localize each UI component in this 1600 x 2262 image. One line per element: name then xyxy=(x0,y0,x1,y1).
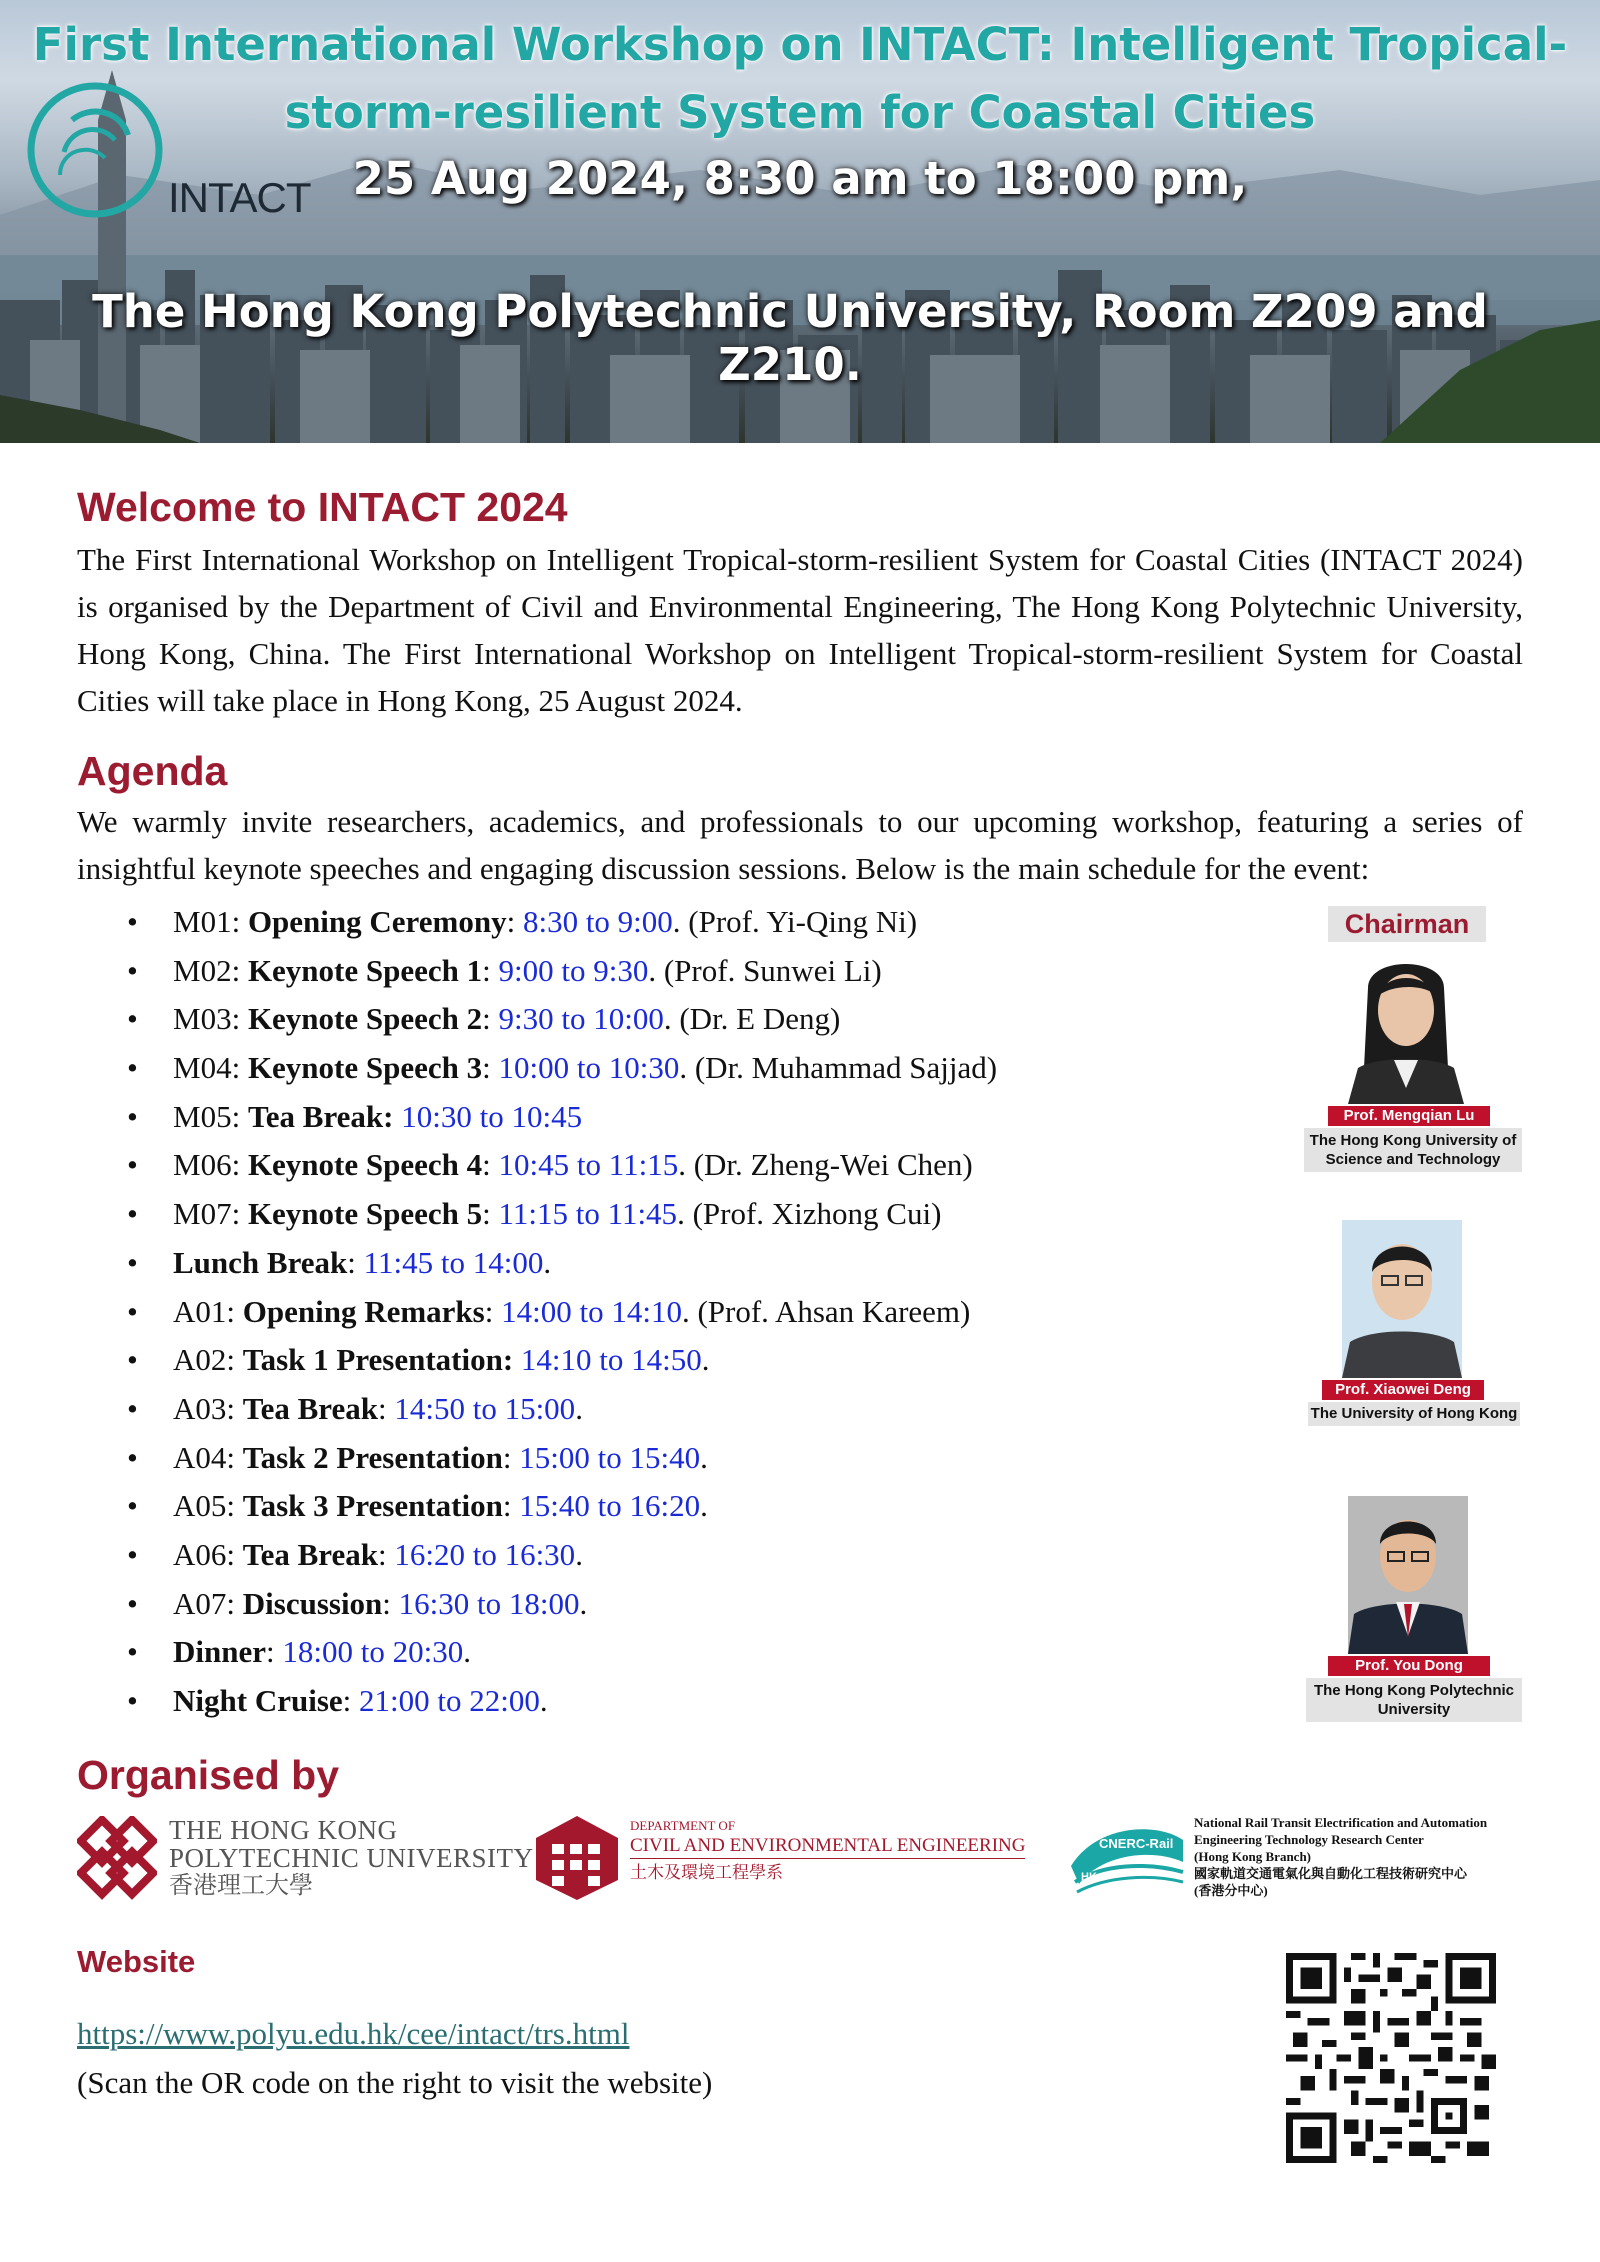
agenda-separator: : xyxy=(266,1634,283,1670)
agenda-item xyxy=(77,1434,1523,1483)
agenda-title: Keynote Speech 3 xyxy=(247,1050,483,1086)
agenda-time: 9:00 to 9:30 xyxy=(498,952,649,988)
agenda-title: Keynote Speech 5 xyxy=(247,1196,483,1232)
agenda-separator: : xyxy=(482,1147,499,1183)
agenda-separator: : xyxy=(502,1488,520,1524)
cnerc-name-chinese-2: (香港分中心) xyxy=(1194,1883,1268,1898)
agenda-title: Tea Break: xyxy=(247,1098,394,1134)
agenda-time: 11:15 to 11:45 xyxy=(498,1196,678,1232)
agenda-code: A03: xyxy=(173,1390,243,1426)
agenda-code: M01: xyxy=(173,904,248,939)
affiliation-line-2: Science and Technology xyxy=(1325,1151,1501,1168)
agenda-title: Night Cruise xyxy=(173,1683,343,1718)
cee-logo-icon xyxy=(534,1814,620,1902)
agenda-list xyxy=(77,898,1523,1726)
agenda-detail: . (Dr. Muhammad Sajjad) xyxy=(679,1050,998,1086)
agenda-detail: . (Prof. Xizhong Cui) xyxy=(677,1196,942,1232)
agenda-time: 18:00 to 20:30 xyxy=(282,1634,464,1670)
agenda-item xyxy=(77,1385,1523,1434)
website-link[interactable]: https://www.polyu.edu.hk/cee/intact/trs.html xyxy=(77,2016,630,2051)
agenda-title: Task 1 Presentation: xyxy=(242,1342,514,1378)
agenda-title: Keynote Speech 2 xyxy=(247,1001,483,1037)
agenda-code: M02: xyxy=(173,952,248,988)
agenda-separator: : xyxy=(484,1293,502,1329)
affiliation-line-1: The Hong Kong University of xyxy=(1309,1132,1517,1149)
speaker-name: Prof. Xiaowei Deng xyxy=(1322,1380,1484,1400)
agenda-detail: . (Prof. Yi-Qing Ni) xyxy=(672,904,918,939)
main-content xyxy=(77,482,1523,1726)
agenda-separator: : xyxy=(382,1585,399,1621)
speaker-affiliation xyxy=(1308,1402,1520,1426)
speaker-affiliation xyxy=(1304,1128,1522,1172)
agenda-time: 16:20 to 16:30 xyxy=(394,1536,576,1572)
agenda-time: 15:00 to 15:40 xyxy=(519,1439,701,1475)
organised-by-heading: Organised by xyxy=(77,1752,340,1798)
speaker-affiliation xyxy=(1306,1678,1522,1722)
speaker-photo-3 xyxy=(1348,1496,1468,1654)
speaker-name: Prof. Mengqian Lu xyxy=(1328,1106,1490,1126)
agenda-time: 8:30 to 9:00 xyxy=(522,904,673,939)
agenda-code: M07: xyxy=(173,1196,248,1232)
organiser-logos xyxy=(77,1804,1523,1914)
agenda-detail: . (Dr. Zheng-Wei Chen) xyxy=(678,1147,973,1183)
agenda-code: A05: xyxy=(173,1488,243,1524)
cee-name-line-2: CIVIL AND ENVIRONMENTAL ENGINEERING xyxy=(630,1834,1025,1859)
agenda-detail: . xyxy=(701,1342,710,1378)
agenda-item xyxy=(77,1190,1523,1239)
agenda-title: Task 2 Presentation xyxy=(242,1439,503,1475)
agenda-item xyxy=(77,898,1523,947)
agenda-title: Opening Remarks xyxy=(242,1293,485,1329)
speaker-photo-1 xyxy=(1348,948,1464,1104)
agenda-detail: . xyxy=(579,1585,588,1621)
agenda-separator: : xyxy=(482,1001,499,1037)
agenda-separator xyxy=(513,1342,521,1377)
agenda-title: Task 3 Presentation xyxy=(242,1488,503,1524)
polyu-logo-icon xyxy=(77,1816,157,1900)
agenda-item xyxy=(77,947,1523,996)
agenda-item xyxy=(77,1044,1523,1093)
affiliation-line-2: University xyxy=(1377,1701,1451,1718)
agenda-detail: . xyxy=(700,1439,708,1475)
agenda-time: 14:50 to 15:00 xyxy=(394,1390,576,1426)
agenda-time: 9:30 to 10:00 xyxy=(498,1001,664,1037)
agenda-item xyxy=(77,1531,1523,1580)
welcome-heading: Welcome to INTACT 2024 xyxy=(77,484,568,530)
cnerc-rail-logo-icon xyxy=(1067,1820,1187,1898)
agenda-item xyxy=(77,1628,1523,1677)
agenda-detail: . (Prof. Ahsan Kareem) xyxy=(681,1293,971,1329)
welcome-paragraph: The First International Workshop on Intelligent Tropical-storm-resilient System for Coastal Cities (INTACT 2024) is organised by the Department of Civil and Environmental Engineering, The Hong Kong Polytechnic University, Hong Kong, China. The First International Workshop on Intelligent Tropical-storm-resilient System for Coastal Cities will take place in Hong Kong, 25 August 2024. xyxy=(77,542,1523,718)
agenda-detail: . xyxy=(575,1390,583,1426)
chairman-label: Chairman xyxy=(1328,906,1486,942)
agenda-separator: : xyxy=(506,904,523,939)
agenda-item xyxy=(77,1336,1523,1385)
agenda-detail: . xyxy=(575,1536,583,1572)
agenda-item xyxy=(77,995,1523,1044)
cnerc-name-line-3: (Hong Kong Branch) xyxy=(1194,1849,1312,1864)
agenda-code: A01: xyxy=(173,1293,243,1329)
agenda-title: Dinner xyxy=(173,1634,266,1670)
agenda-separator: : xyxy=(342,1683,360,1718)
agenda-detail: . (Prof. Sunwei Li) xyxy=(648,952,882,988)
banner-title-line-2: storm-resilient System for Coastal Cities xyxy=(284,86,1316,139)
agenda-title: Tea Break xyxy=(242,1390,378,1426)
logo-text: INTACT xyxy=(168,174,311,221)
agenda-title: Discussion xyxy=(242,1585,383,1621)
agenda-code: A02: xyxy=(173,1342,243,1378)
agenda-detail: . xyxy=(700,1488,708,1524)
agenda-intro: We warmly invite researchers, academics, and professionals to our upcoming workshop, featuring a series of insightful keynote speeches and engaging discussion sessions. Below is the main schedule for the event: xyxy=(77,804,1523,886)
agenda-time: 21:00 to 22:00 xyxy=(359,1683,540,1718)
affiliation-line-1: The Hong Kong Polytechnic xyxy=(1313,1682,1514,1699)
banner-date: 25 Aug 2024, 8:30 am to 18:00 pm, xyxy=(352,152,1248,205)
website-heading: Website xyxy=(77,1944,196,1979)
agenda-code: A04: xyxy=(173,1439,243,1475)
agenda-time: 14:10 to 14:50 xyxy=(520,1342,702,1378)
agenda-item xyxy=(77,1239,1523,1288)
agenda-separator: : xyxy=(502,1439,520,1475)
agenda-item xyxy=(77,1482,1523,1531)
agenda-code: A07: xyxy=(173,1585,243,1621)
speaker-photo-2 xyxy=(1342,1220,1462,1378)
agenda-title: Keynote Speech 1 xyxy=(247,952,483,988)
agenda-time: 10:00 to 10:30 xyxy=(498,1050,680,1086)
agenda-title: Opening Ceremony xyxy=(247,904,507,939)
cee-name-chinese: 土木及環境工程學系 xyxy=(630,1863,783,1882)
agenda-item xyxy=(77,1288,1523,1337)
cnerc-name-chinese: 國家軌道交通電氣化與自動化工程技術研究中心 xyxy=(1194,1866,1468,1881)
banner-venue: The Hong Kong Polytechnic University, Room Z209 and Z210. xyxy=(92,285,1488,391)
agenda-code: M05: xyxy=(173,1098,248,1134)
banner-title-line-1: First International Workshop on INTACT: Intelligent Tropical- xyxy=(32,18,1568,71)
agenda-code: M03: xyxy=(173,1001,248,1037)
speaker-name: Prof. You Dong xyxy=(1328,1656,1490,1676)
agenda-detail: . xyxy=(539,1683,548,1718)
agenda-time: 16:30 to 18:00 xyxy=(398,1585,580,1621)
agenda-separator: : xyxy=(482,1196,499,1232)
cnerc-name-line-1: National Rail Transit Electrification and Automation xyxy=(1194,1815,1488,1830)
agenda-separator: : xyxy=(482,1050,499,1086)
agenda-separator: : xyxy=(347,1244,364,1280)
agenda-item xyxy=(77,1580,1523,1629)
agenda-code: M06: xyxy=(173,1147,248,1183)
agenda-time: 10:45 to 11:15 xyxy=(498,1147,679,1183)
agenda-heading: Agenda xyxy=(77,748,228,794)
agenda-separator: : xyxy=(377,1390,395,1426)
polyu-name-line-2: POLYTECHNIC UNIVERSITY xyxy=(169,1843,534,1873)
agenda-detail: . xyxy=(463,1634,471,1670)
cee-name-line-1: DEPARTMENT OF xyxy=(630,1818,736,1833)
cnerc-badge-sub: HK xyxy=(1081,1871,1097,1883)
agenda-detail: . xyxy=(543,1244,552,1280)
agenda-time: 14:00 to 14:10 xyxy=(501,1293,682,1329)
agenda-time: 10:30 to 10:45 xyxy=(401,1098,583,1134)
agenda-separator: : xyxy=(377,1536,395,1572)
cnerc-badge-text: CNERC-Rail xyxy=(1099,1836,1174,1851)
agenda-code: M04: xyxy=(173,1050,248,1086)
agenda-separator: : xyxy=(482,952,499,988)
polyu-name-chinese: 香港理工大學 xyxy=(169,1873,313,1899)
affiliation-line-1: The University of Hong Kong xyxy=(1310,1405,1518,1422)
polyu-name-line-1: THE HONG KONG xyxy=(169,1815,398,1845)
agenda-title: Lunch Break xyxy=(173,1244,348,1280)
agenda-code: A06: xyxy=(173,1536,243,1572)
agenda-time: 11:45 to 14:00 xyxy=(363,1244,544,1280)
cnerc-name-line-2: Engineering Technology Research Center xyxy=(1194,1832,1424,1847)
website-note: (Scan the OR code on the right to visit the website) xyxy=(77,2065,713,2100)
agenda-detail: . (Dr. E Deng) xyxy=(663,1001,841,1037)
header-banner xyxy=(0,0,1600,443)
qr-code-icon[interactable] xyxy=(1286,1953,1496,2163)
agenda-title: Tea Break xyxy=(242,1536,378,1572)
agenda-time: 15:40 to 16:20 xyxy=(519,1488,701,1524)
agenda-title: Keynote Speech 4 xyxy=(247,1147,483,1183)
